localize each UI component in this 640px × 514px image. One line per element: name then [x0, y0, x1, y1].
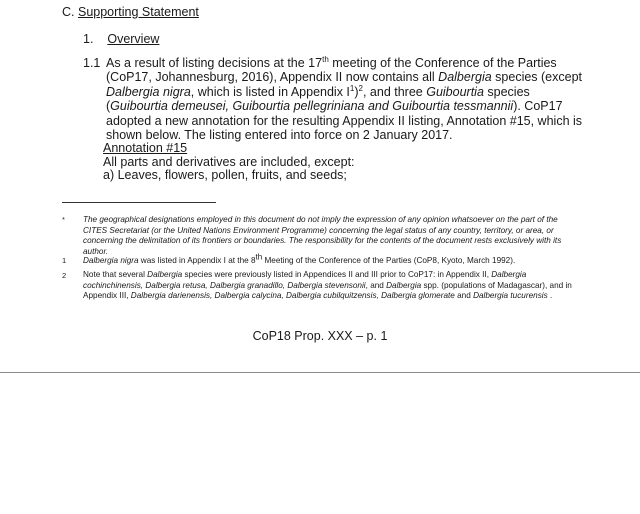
annotation-block — [103, 142, 355, 183]
footnote-2-mark: 2 — [62, 271, 67, 280]
footnote-1-mark: 1 — [62, 256, 67, 265]
footnote-star-text: The geographical designations employed in this document do not imply the expression of any opinion whatsoever on the part of the CITES Secretariat (or the United Nations Environment Programme) concerning the legal status of any country, territory, or area, or concerning the delimitation of its frontiers or boundaries. The responsibility for the contents of the document rests exclusively with its author. — [83, 215, 562, 256]
section-heading — [62, 5, 199, 19]
annotation-line-2: a) Leaves, flowers, pollen, fruits, and seeds; — [103, 168, 347, 182]
overview-title: Overview — [107, 32, 160, 46]
footnote-star-mark: * — [62, 215, 65, 224]
section-title: Supporting Statement — [77, 5, 199, 19]
footnote-2-text: Note that several Dalbergia species were previously listed in Appendices II and III prior to CoP17: in Appendix II, Dalbergia cochinchinensis, Dalbergia retusa, Dalbergia granadillo, Dalbergia stevensonii, and Dalbergia spp. (populations of Madagascar), and in Appendix III, Dalbergia darienensis, Dalbergia calycina, Dalbergia cubilquitzensis, Dalbergia glomerate and Dalbergia tucurensis . — [83, 270, 572, 301]
paragraph-number: 1.1 — [83, 56, 101, 70]
overview-number: 1. — [83, 32, 94, 46]
overview-heading — [83, 32, 159, 46]
annotation-title: Annotation #15 — [103, 141, 188, 155]
section-label: C. — [62, 5, 75, 19]
page-number: CoP18 Prop. XXX – p. 1 — [252, 329, 388, 343]
annotation-line-1: All parts and derivatives are included, except: — [103, 154, 355, 169]
paragraph-1-1: As a result of listing decisions at the 17th meeting of the Conference of the Parties (CoP17, Johannesburg, 2016), Appendix II now contains all Dalbergia species (except Dalbergia nigra, which is listed in Appendix $I^1)^2$, and three Guibourtia species (Guibourtia demeusei, Guibourtia pellegriniana and Guibourtia tessmannii). CoP17 adopted a new annotation for the resulting Appendix II listing, Annotation #15, which is shown below. The listing entered into force on 2 January 2017. — [106, 54, 583, 143]
blank-area — [0, 373, 640, 514]
footnote-separator — [62, 202, 216, 203]
footnote-ref-2[interactable]: 2 — [358, 83, 363, 93]
footnote-1-text: Dalbergia nigra was listed in Appendix I at the 8th Meeting of the Conference of the Parties (CoP8, Kyoto, March 1992). — [83, 252, 516, 265]
footnote-ref-1[interactable]: 1 — [349, 83, 355, 93]
